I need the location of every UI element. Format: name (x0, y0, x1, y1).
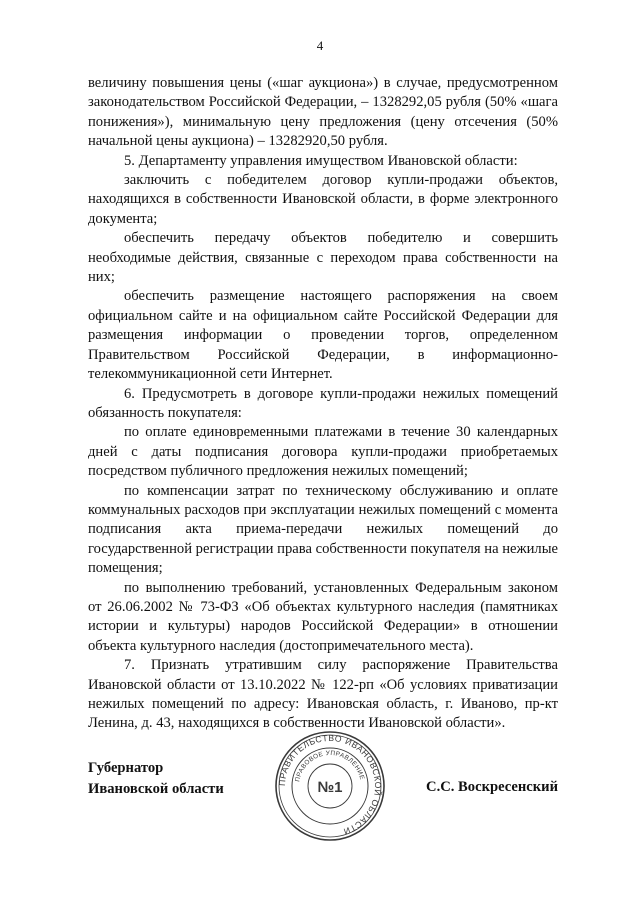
paragraph-payment: по оплате единовременными платежами в течение 30 календарных дней с даты подписания договора купли-продажи приобретаемых посредством публичного предложения нежилых помещений; (88, 424, 558, 480)
seal-inner-text: ПРАВОВОЕ УПРАВЛЕНИЕ (294, 749, 366, 783)
document-body (88, 74, 558, 734)
signatory-title-line-1: Губернатор (88, 760, 164, 776)
page-number: 4 (316, 38, 324, 53)
paragraph-item-7: 7. Признать утратившим силу распоряжение Правительства Ивановской области от 13.10.2022 № 122-рп «Об условиях приватизации нежилых помещений по адресу: Ивановская область, г. Иваново, пр-кт Ленина, д. 43, находящихся в собственности Ивановской области». (88, 657, 558, 732)
paragraph-requirements: по выполнению требований, установленных Федеральным законом от 26.06.2002 № 73-ФЗ «Об объектах культурного наследия (памятниках истории и культуры) народов Российской Федерации» в отношении объекта культурного наследия (достопримечательного места). (88, 579, 558, 654)
paragraph-price-step: величину повышения цены («шаг аукциона») в случае, предусмотренном законодательством Российской Федерации, – 1328292,05 рубля (50% «шага понижения»), минимальную цену предложения (цену отсечения (50% начальной цены аукциона) – 13282920,50 рубля. (88, 75, 558, 150)
signatory-title-line-2: Ивановской области (88, 781, 224, 797)
signatory-title (88, 758, 224, 800)
seal-number: №1 (317, 779, 343, 796)
paragraph-conclude-contract: заключить с победителем договор купли-продажи объектов, находящихся в собственности Ивановской области, в форме электронного документа; (88, 172, 558, 227)
official-seal (274, 730, 386, 842)
signature-block (88, 732, 558, 862)
seal-outer-text: ПРАВИТЕЛЬСТВО ИВАНОВСКОЙ ОБЛАСТИ (276, 732, 384, 837)
paragraph-ensure-publication: обеспечить размещение настоящего распоряжения на своем официальном сайте и на официальном сайте Российской Федерации для размещения информации о проведении торгов, определенном Правительством Российской Федерации, в информационно-телекоммуникационной сети Интернет. (88, 288, 558, 383)
signatory-name: С.С. Воскресенский (426, 779, 558, 795)
paragraph-item-5: 5. Департаменту управления имуществом Ивановской области: (124, 152, 518, 169)
paragraph-item-6: 6. Предусмотреть в договоре купли-продажи нежилых помещений обязанность покупателя: (88, 385, 558, 421)
paragraph-ensure-transfer: обеспечить передачу объектов победителю и совершить необходимые действия, связанные с переходом права собственности на них; (88, 230, 558, 286)
paragraph-compensation: по компенсации затрат по техническому обслуживанию и оплате коммунальных расходов при эксплуатации нежилых помещений с момента подписания акта приема-передачи нежилых помещений до государственной регистрации права собственности покупателя на нежилые помещения; (88, 482, 558, 577)
